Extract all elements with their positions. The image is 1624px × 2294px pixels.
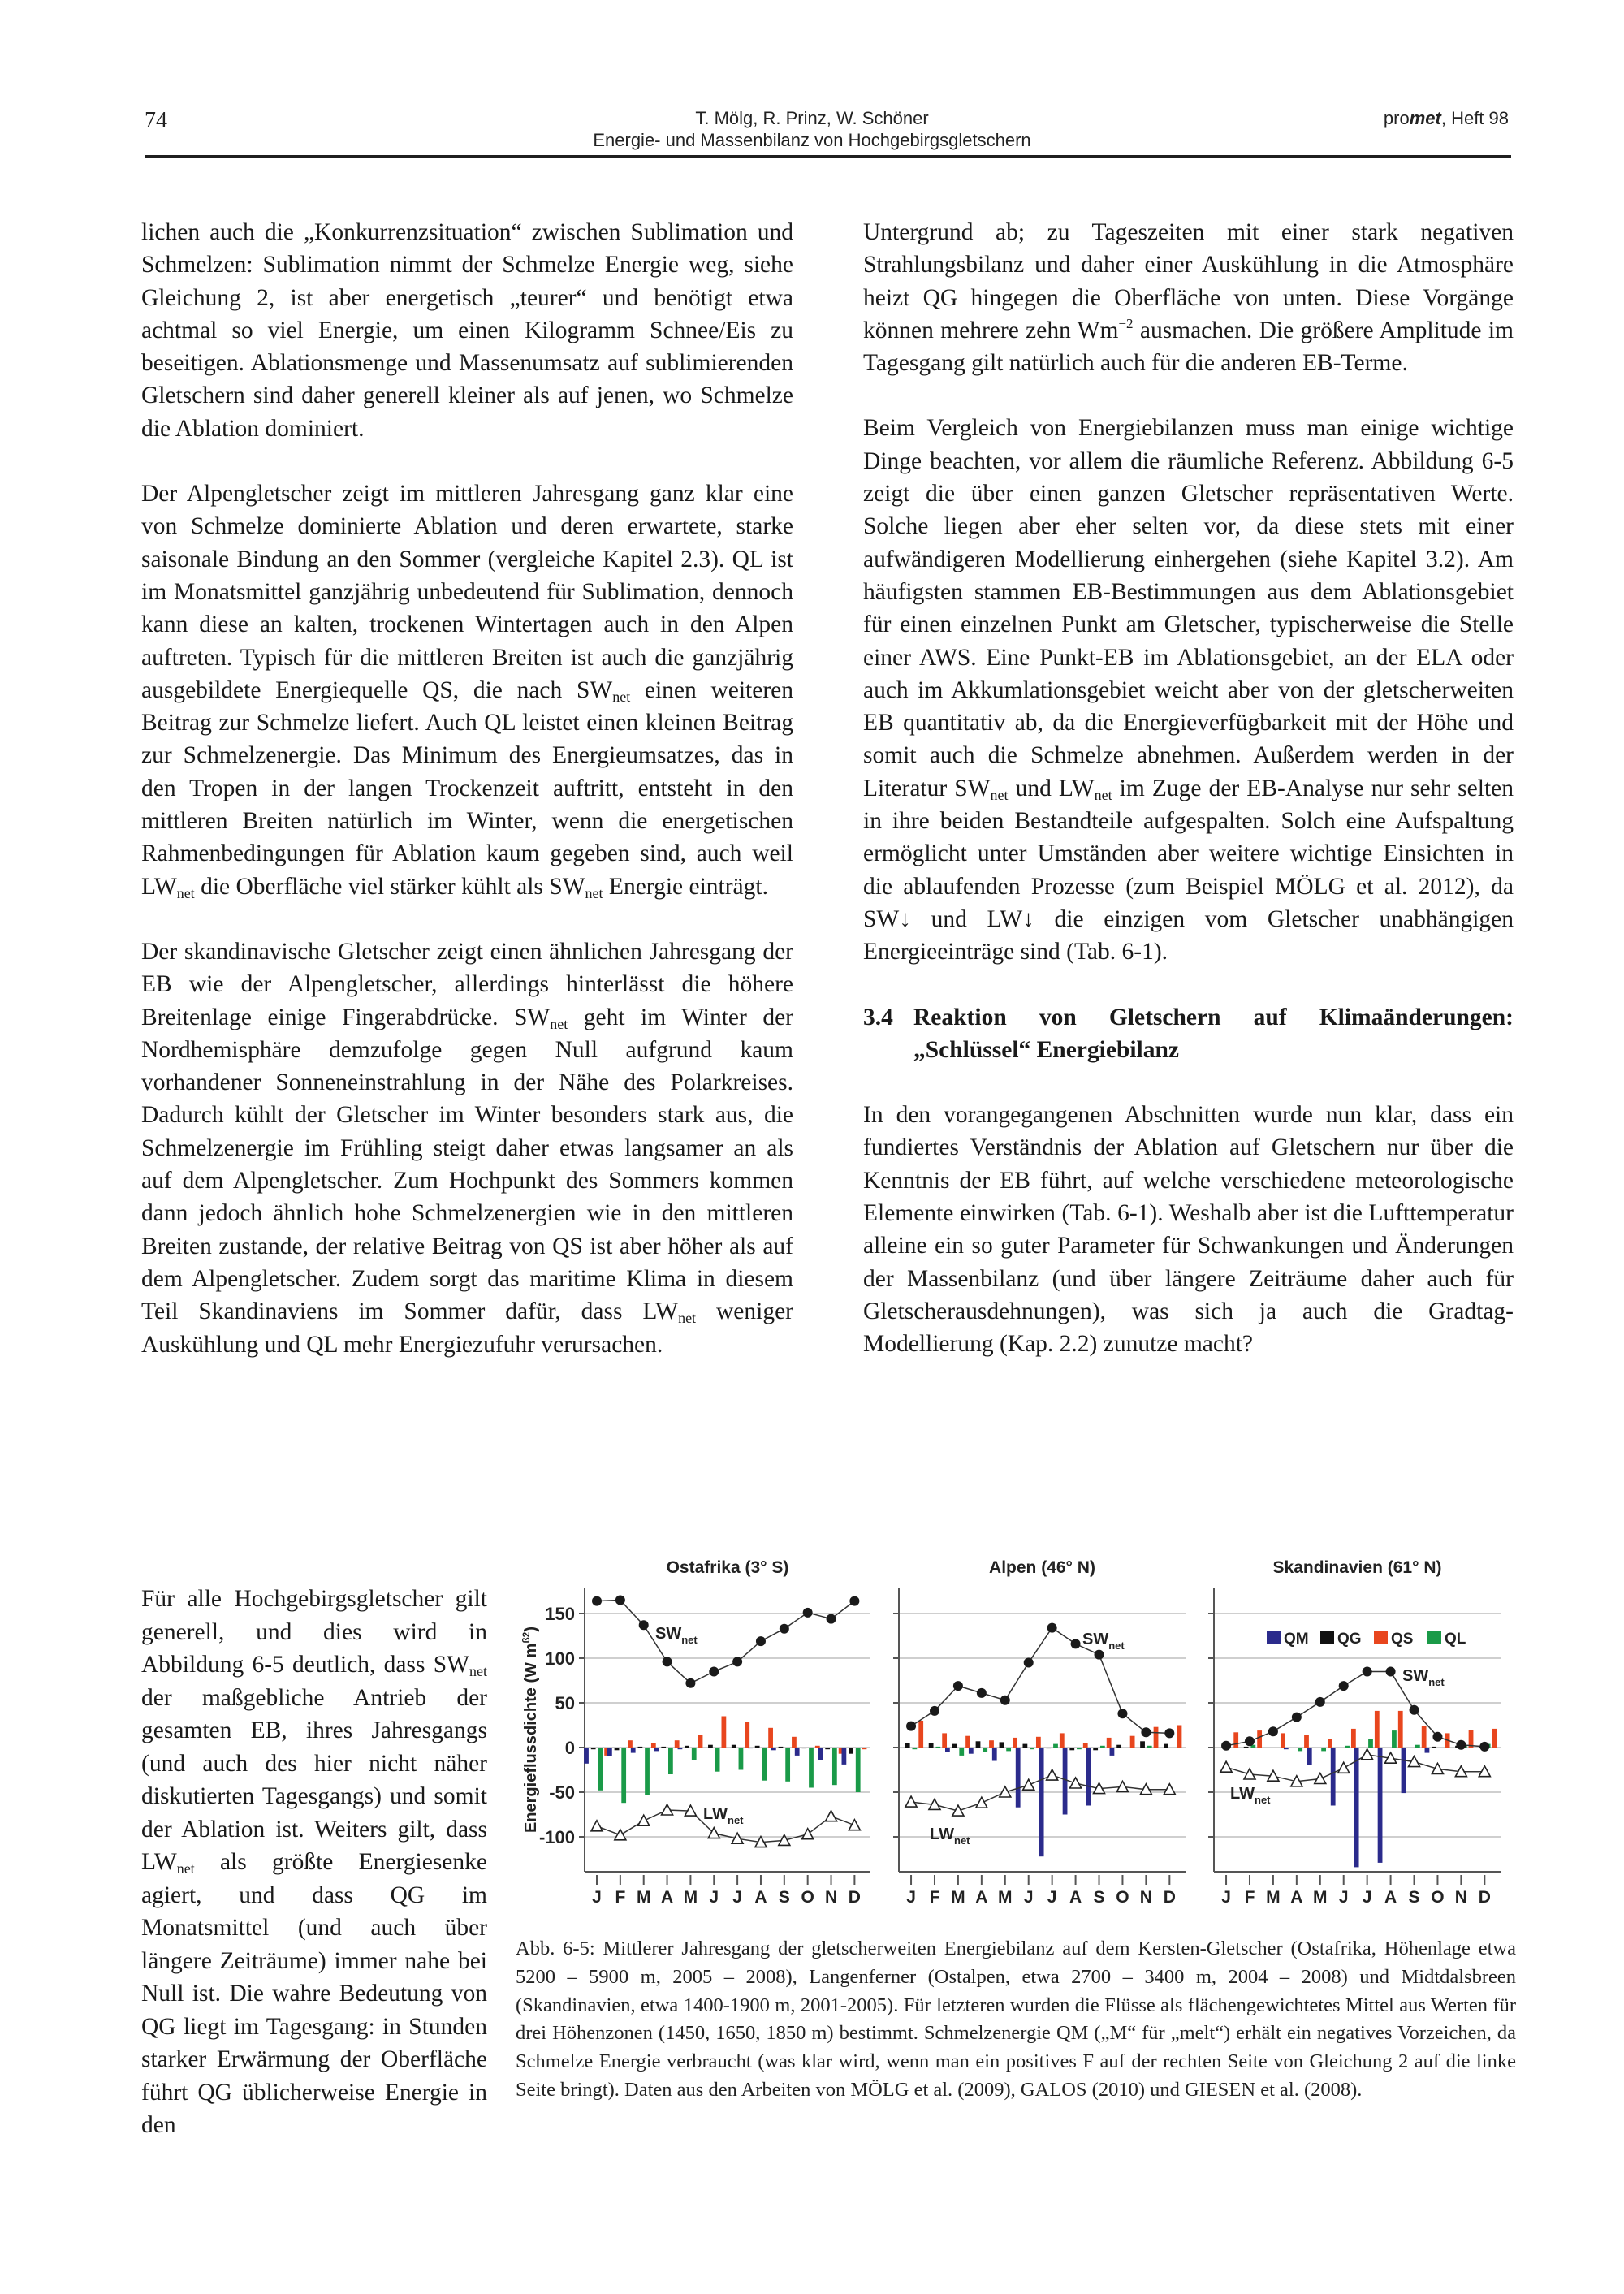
chart-title: Ostafrika (3° S) <box>666 1558 789 1577</box>
bar-qm <box>842 1748 847 1765</box>
x-tick-label: S <box>778 1888 790 1907</box>
bar-qg <box>1000 1742 1004 1748</box>
marker-circle <box>1432 1732 1442 1742</box>
bar-ql <box>1321 1748 1326 1751</box>
bar-qs <box>745 1722 749 1748</box>
x-tick-label: A <box>1384 1888 1397 1907</box>
x-tick-label: O <box>1116 1888 1129 1907</box>
x-tick-label: A <box>1290 1888 1303 1907</box>
bar-qm <box>1016 1748 1021 1808</box>
bar-qs <box>1328 1739 1332 1748</box>
bar-ql <box>1392 1730 1397 1748</box>
bar-ql <box>809 1748 814 1788</box>
marker-circle <box>977 1688 987 1698</box>
marker-circle <box>1071 1639 1081 1648</box>
marker-circle <box>803 1608 813 1618</box>
bar-qm <box>1378 1748 1383 1863</box>
bar-ql <box>1030 1748 1034 1749</box>
x-tick-label: D <box>1478 1888 1491 1907</box>
marker-circle <box>1292 1713 1302 1722</box>
x-tick-label: N <box>1139 1888 1152 1907</box>
bar-qs <box>1469 1730 1474 1748</box>
bar-qs <box>675 1740 680 1748</box>
x-tick-label: N <box>824 1888 838 1907</box>
marker-circle <box>1479 1742 1489 1752</box>
marker-triangle <box>952 1805 964 1816</box>
bar-qg <box>615 1748 620 1750</box>
marker-triangle <box>849 1820 860 1830</box>
x-tick-label: J <box>1362 1888 1372 1907</box>
bar-qg <box>952 1744 957 1748</box>
marker-circle <box>756 1636 766 1646</box>
bar-qs <box>1281 1733 1285 1748</box>
marker-triangle <box>976 1797 987 1808</box>
bar-qg <box>1022 1744 1027 1748</box>
bar-qg <box>1116 1745 1121 1748</box>
marker-circle <box>1000 1696 1010 1705</box>
x-tick-label: M <box>683 1888 698 1907</box>
legend-label: QS <box>1391 1631 1414 1648</box>
x-tick-label: J <box>1047 1888 1057 1907</box>
bar-qs <box>768 1728 773 1748</box>
marker-circle <box>1141 1727 1151 1737</box>
marker-circle <box>685 1678 695 1688</box>
x-tick-label: O <box>801 1888 814 1907</box>
bar-ql <box>1415 1745 1420 1748</box>
x-tick-label: M <box>636 1888 651 1907</box>
legend-swatch-qg <box>1320 1631 1334 1644</box>
bar-qs <box>628 1740 633 1748</box>
x-tick-label: S <box>1408 1888 1420 1907</box>
bar-qm <box>631 1748 636 1753</box>
x-tick-label: J <box>1023 1888 1034 1907</box>
marker-triangle <box>1315 1773 1326 1784</box>
bar-ql <box>1100 1746 1105 1748</box>
bar-qg <box>591 1748 596 1749</box>
y-tick-label: -100 <box>538 1827 575 1847</box>
bar-qg <box>976 1741 981 1748</box>
marker-circle <box>1268 1726 1278 1736</box>
bar-qg <box>1164 1744 1168 1748</box>
y-tick-label: 100 <box>545 1648 575 1669</box>
bar-qs <box>1107 1738 1112 1748</box>
bar-qs <box>1036 1737 1041 1748</box>
bar-ql <box>912 1748 917 1749</box>
bar-ql <box>785 1748 790 1782</box>
bar-qg <box>1093 1748 1098 1750</box>
lwnet-label: $LW_{net}$ <box>1230 1785 1271 1806</box>
bar-qm <box>1354 1748 1359 1867</box>
bar-qs <box>1492 1729 1497 1748</box>
marker-circle <box>1095 1650 1104 1660</box>
bar-qm <box>795 1748 800 1756</box>
bar-qg <box>685 1746 689 1748</box>
x-tick-label: M <box>1266 1888 1281 1907</box>
page-number: 74 <box>145 108 167 133</box>
bar-qs <box>862 1748 867 1749</box>
bar-qg <box>708 1745 713 1748</box>
bar-qs <box>1130 1736 1135 1748</box>
marker-triangle <box>1070 1778 1082 1788</box>
x-tick-label: F <box>615 1888 626 1907</box>
x-tick-label: A <box>1069 1888 1082 1907</box>
x-tick-label: N <box>1454 1888 1467 1907</box>
paragraph: Der Alpengletscher zeigt im mittleren Jahresgang ganz klar eine von Schmelze dominierte Ablation und deren erwartete, starke saisonale Bindung an den Sommer (vergleiche Kapitel 2.3). QL ist im Monatsmittel ganzjährig unbedeutend für Sublimation, dennoch kann diese an kalten, trockenen Wintertagen auch in den Alpen auftreten. Typisch für die mittleren Breiten ist auch die ganzjährig ausgebildete Energiequelle QS, die nach $SW_{net}$ einen weiteren Beitrag zur Schmelze liefert. Auch QL leistet einen kleinen Beitrag zur Schmelzenergie. Das Minimum des Energieumsatzes, das in den Tropen in der langen Trockenzeit auftritt, entsteht in den mittleren Breiten natürlich im Winter, wenn die energetischen Rahmenbedingungen für Ablation kaum gegeben sind, auch weil $LW_{net}$ die Oberfläche viel stärker kühlt als $SW_{net}$ Energie einträgt. <box>141 481 794 901</box>
running-header-authors: T. Mölg, R. Prinz, W. Schöner <box>695 108 929 128</box>
chart-title: Skandinavien (61° N) <box>1272 1558 1442 1577</box>
swnet-label: $SW_{net}$ <box>1402 1667 1445 1688</box>
y-tick-label: -50 <box>549 1782 575 1803</box>
bar-qm <box>1086 1748 1091 1806</box>
marker-circle <box>953 1681 963 1691</box>
x-tick-label: S <box>1093 1888 1105 1907</box>
lwnet-label: $LW_{net}$ <box>703 1805 744 1826</box>
bar-ql <box>983 1748 987 1752</box>
x-tick-label: M <box>1313 1888 1328 1907</box>
marker-circle <box>1117 1709 1127 1718</box>
bar-qg <box>732 1745 736 1748</box>
x-tick-label: M <box>951 1888 965 1907</box>
bar-qm <box>1307 1748 1312 1765</box>
journal-prefix: pro <box>1383 108 1410 128</box>
paragraph: lichen auch die „Konkurrenzsituation“ zwischen Sublimation und Schmelzen: Sublimation nimmt der Schmelze Energie weg, siehe Gleichung 2, ist aber energetisch „teurer“ und benötigt etwa achtmal so viel Energie, um einen Kilogramm Schnee/Eis zu beseitigen. Ablationsmenge und Massenumsatz auf sublimierenden Gletschern sind daher generell kleiner als auf jenen, wo Schmelze die Ablation dominiert. <box>141 219 793 442</box>
bar-ql <box>1053 1744 1058 1748</box>
bar-qm <box>969 1748 974 1754</box>
marker-circle <box>709 1667 719 1677</box>
bar-qg <box>1069 1748 1074 1750</box>
bar-qg <box>905 1743 910 1748</box>
bar-qm <box>771 1748 776 1750</box>
bar-qs <box>942 1733 947 1748</box>
bar-qm <box>1425 1748 1430 1753</box>
x-tick-label: J <box>1338 1888 1349 1907</box>
marker-triangle <box>1023 1779 1034 1790</box>
marker-circle <box>1315 1697 1325 1707</box>
bar-qs <box>792 1737 797 1748</box>
chart-title: Alpen (46° N) <box>989 1558 1095 1577</box>
marker-circle <box>906 1722 916 1731</box>
bar-qm <box>678 1748 683 1749</box>
bar-qs <box>698 1735 703 1748</box>
bar-qs <box>1154 1727 1159 1748</box>
x-tick-label: A <box>754 1888 767 1907</box>
x-tick-label: A <box>975 1888 988 1907</box>
bar-qs <box>1177 1726 1182 1748</box>
marker-circle <box>592 1596 602 1606</box>
bar-ql <box>856 1748 861 1792</box>
bar-qm <box>1063 1748 1068 1815</box>
marker-circle <box>827 1614 836 1624</box>
bar-ql <box>762 1748 767 1781</box>
bar-qs <box>1351 1729 1356 1748</box>
x-tick-label: J <box>906 1888 916 1907</box>
bar-qm <box>945 1748 950 1752</box>
bar-ql <box>1006 1748 1011 1751</box>
bar-qm <box>1331 1748 1336 1806</box>
marker-triangle <box>1220 1761 1232 1772</box>
legend-label: QL <box>1445 1631 1466 1648</box>
bar-qs <box>815 1746 820 1748</box>
bar-qm <box>1039 1748 1044 1856</box>
marker-triangle <box>1432 1763 1443 1773</box>
bar-ql <box>1298 1748 1302 1751</box>
bar-ql <box>621 1748 626 1803</box>
bar-qs <box>1060 1733 1065 1748</box>
figure-caption: Abb. 6-5: Mittlerer Jahresgang der gletscherweiten Energiebilanz auf dem Kersten-Gletscher (Ostafrika, Höhenlage etwa 5200 – 5900 m, 2005 – 2008), Langenferner (Ostalpen, etwa 2700 – 3400 m, 2004 – 2008) und Midtdalsbreen (Skandinavien, etwa 1400-1900 m, 2001-2005). Für letzteren wurden die Flüsse als flächengewichtetes Mittel aus Werten für drei Höhenzonen (1450, 1650, 1850 m) bestimmt. Schmelzenergie QM („M“ für „melt“) erhält ein negatives Vorzeichen, da Schmelze Energie verbraucht (was klar wird, wenn man ein positives F auf der rechten Seite von Gleichung 2 auf die linke Seite bringt). Daten aus den Arbeiten von MÖLG et al. (2009), GALOS (2010) und GIESEN et al. (2008). <box>516 1938 1516 2101</box>
marker-triangle <box>802 1829 814 1839</box>
marker-triangle <box>905 1796 917 1807</box>
marker-circle <box>1456 1740 1466 1750</box>
marker-triangle <box>638 1815 650 1825</box>
running-header-title: Energie- und Massenbilanz von Hochgebirgsgletschern <box>593 130 1031 150</box>
x-tick-label: F <box>929 1888 940 1907</box>
marker-circle <box>849 1596 859 1606</box>
marker-circle <box>1386 1667 1396 1677</box>
lwnet-label: $LW_{net}$ <box>930 1825 970 1847</box>
marker-circle <box>1024 1658 1034 1668</box>
bar-qm <box>607 1748 612 1756</box>
marker-circle <box>732 1657 742 1666</box>
paragraph: Für alle Hochgebirgsgletscher gilt generell, und dies wird in Abbildung 6-5 deutlich, dass $SW_{net}$ der maßgebliche Antrieb der gesamten EB, ihres Jahresgangs (und auch des hier nicht näher diskutierten Tagesgangs) und somit der Ablation ist. Weiters gilt, dass $LW_{net}$ als größte Energiesenke agiert, und dass QG im Monatsmittel (und auch über längere Zeiträume) immer nahe bei Null ist. Die wahre Bedeutung von QG liegt im Tagesgang: in Stunden starker Erwärmung der Oberfläche führt QG üblicherweise Energie in den <box>141 1586 487 2138</box>
marker-circle <box>663 1657 672 1666</box>
bar-qg <box>661 1747 666 1748</box>
x-tick-label: J <box>592 1888 602 1907</box>
bar-qs <box>1233 1732 1238 1748</box>
line-swnet <box>911 1628 1169 1734</box>
marker-circle <box>780 1624 789 1634</box>
marker-triangle <box>615 1830 626 1840</box>
marker-circle <box>1164 1728 1174 1738</box>
bar-qs <box>1083 1743 1088 1748</box>
bar-qs <box>1304 1735 1309 1748</box>
bar-qm <box>654 1748 659 1751</box>
bar-ql <box>739 1748 744 1770</box>
bar-qs <box>1422 1726 1427 1748</box>
paragraph: Untergrund ab; zu Tageszeiten mit einer stark negativen Strahlungsbilanz und daher einer Auskühlung in die Atmosphäre heizt QG hingegen die Oberfläche von unten. Diese Vorgänge können mehrere zehn $Wm^{-2}$ ausmachen. Die größere Amplitude im Tagesgang gilt natürlich auch für die anderen EB-Terme. <box>863 219 1514 377</box>
marker-circle <box>1363 1667 1372 1677</box>
bar-qs <box>1398 1711 1403 1748</box>
legend-label: QG <box>1337 1631 1362 1648</box>
bar-ql <box>1368 1739 1373 1748</box>
x-tick-label: O <box>1431 1888 1445 1907</box>
bar-qg <box>779 1747 784 1748</box>
bar-qg <box>1244 1747 1249 1748</box>
marker-circle <box>1047 1623 1057 1633</box>
bar-qs <box>1257 1730 1262 1748</box>
marker-circle <box>615 1596 625 1605</box>
x-tick-label: D <box>1163 1888 1176 1907</box>
bar-ql <box>935 1747 940 1748</box>
bar-qs <box>989 1740 994 1748</box>
bar-ql <box>1345 1746 1350 1748</box>
bar-qg <box>1140 1741 1145 1748</box>
x-tick-label: A <box>660 1888 674 1907</box>
bar-ql <box>715 1748 720 1772</box>
bar-ql <box>1077 1748 1082 1749</box>
marker-triangle <box>1338 1762 1350 1773</box>
swnet-label: $SW_{net}$ <box>655 1625 698 1646</box>
legend-swatch-qm <box>1267 1631 1281 1644</box>
x-tick-label: J <box>1221 1888 1231 1907</box>
marker-circle <box>1410 1705 1419 1715</box>
paragraph: Der skandinavische Gletscher zeigt einen ähnlichen Jahresgang der EB wie der Alpengletscher, allerdings hinterlässt die höhere Breitenlage einige Fingerabdrücke. $SW_{net}$ geht im Winter der Nordhemisphäre demzufolge gegen Null aufgrund kaum vorhandener Sonneneinstrahlung in der Nähe des Polarkreises. Dadurch kühlt der Gletscher im Winter besonders stark aus, die Schmelzenergie im Frühling steigt daher etwas langsamer an als auf dem Alpengletscher. Zum Hochpunkt des Sommers kommen dann jedoch ähnlich hohe Schmelzenergien wie in den mittleren Breiten zustande, der relative Beitrag von QS ist aber höher als auf dem Alpengletscher. Zudem sorgt das maritime Klima in diesem Teil Skandinaviens im Sommer dafür, dass $LW_{net}$ weniger Auskühlung und QL mehr Energiezufuhr verursachen. <box>141 938 793 1358</box>
bar-qg <box>825 1748 830 1749</box>
x-tick-label: F <box>1244 1888 1255 1907</box>
bar-qg <box>849 1748 853 1754</box>
bar-qg <box>929 1743 934 1748</box>
marker-circle <box>1245 1736 1255 1746</box>
y-tick-label: 150 <box>545 1604 575 1624</box>
marker-triangle <box>826 1811 837 1821</box>
legend-swatch-ql <box>1427 1631 1441 1644</box>
marker-triangle <box>1116 1781 1128 1791</box>
marker-triangle <box>1047 1769 1058 1780</box>
marker-triangle <box>591 1821 603 1831</box>
marker-triangle <box>1244 1769 1255 1779</box>
bar-qm <box>992 1748 997 1761</box>
swnet-label: $SW_{net}$ <box>1082 1631 1125 1652</box>
bar-qm <box>1284 1748 1289 1749</box>
legend-swatch-qs <box>1374 1631 1388 1644</box>
bar-qs <box>965 1736 970 1748</box>
y-tick-label: 0 <box>564 1738 575 1758</box>
paragraph: Beim Vergleich von Energiebilanzen muss man einige wichtige Dinge beachten, vor allem die räumliche Referenz. Abbildung 6-5 zeigt die über einen ganzen Gletscher repräsentativen Werte. Solche liegen aber eher selten vor, da diese stets mit einer aufwändigeren Modellierung einhergehen (siehe Kapitel 3.2). Am häufigsten stammen EB-Bestimmungen aus dem Ablationsgebiet für einen einzelnen Punkt am Gletscher, typischerweise die Stelle einer AWS. Eine Punkt-EB im Ablationsgebiet, an der ELA oder auch im Akkumlationsgebiet weicht aber von der gletscherweiten EB quantitativ ab, da die Energieverfügbarkeit mit der Höhe und somit auch die Schmelze abnehmen. Außerdem werden in der Literatur $SW_{net}$ und $LW_{net}$ im Zuge der EB-Analyse nur sehr selten in ihre beiden Bestandteile aufgespalten. Solch eine Aufspaltung ermöglicht unter Umständen aber weitere wichtige Einsichten in die ablaufenden Prozesse (zum Beispiel MÖLG et al. 2012), da SW↓ und LW↓ die einzigen vom Gletscher unabhängigen Energieeinträge sind (Tab. 6-1). <box>863 415 1514 966</box>
bar-ql <box>598 1748 603 1791</box>
x-tick-label: M <box>998 1888 1013 1907</box>
marker-triangle <box>1362 1749 1373 1760</box>
bar-qg <box>1432 1747 1436 1748</box>
x-tick-label: D <box>848 1888 861 1907</box>
marker-circle <box>930 1706 939 1716</box>
bar-qm <box>1110 1748 1115 1756</box>
marker-circle <box>639 1620 649 1630</box>
bar-qs <box>651 1743 656 1748</box>
marker-circle <box>1339 1681 1349 1691</box>
bar-ql <box>832 1748 837 1785</box>
legend-label: QM <box>1284 1631 1309 1648</box>
bar-ql <box>692 1748 697 1760</box>
bar-ql <box>1147 1746 1152 1748</box>
bar-qg <box>637 1747 642 1748</box>
y-tick-label: 50 <box>555 1693 575 1713</box>
bar-ql <box>959 1748 964 1756</box>
paragraph: In den vorangegangenen Abschnitten wurde nun klar, dass ein fundiertes Verständnis der Ablation auf Gletschern nur über die Kenntnis der EB führt, auf welche verschiedene meteorologische Elemente einwirken (Tab. 6-1). Weshalb aber ist die Lufttemperatur alleine ein so guter Parameter für Schwankungen und Änderungen der Massenbilanz (und über längere Zeiträume daher auch für Gletscherausdehnungen), was sich ja auch die Gradtag-Modellierung (Kap. 2.2) zunutze macht? <box>863 1102 1514 1358</box>
journal-issue: , Heft 98 <box>1440 108 1509 128</box>
line-swnet <box>597 1601 854 1683</box>
x-tick-label: J <box>709 1888 719 1907</box>
bar-qs <box>918 1721 923 1748</box>
marker-circle <box>1221 1741 1231 1751</box>
bar-qm <box>584 1748 589 1764</box>
bar-qm <box>818 1748 823 1760</box>
bar-ql <box>668 1748 673 1774</box>
bar-qs <box>721 1717 726 1748</box>
bar-qm <box>1402 1748 1406 1793</box>
journal-bold: met <box>1409 108 1441 128</box>
bar-qs <box>1013 1738 1017 1748</box>
section-heading: 3.4 Reaktion von Gletschern auf Klimaänderungen: „Schlüssel“ Energiebilanz <box>863 1004 1514 1063</box>
x-tick-label: J <box>732 1888 742 1907</box>
bar-qg <box>755 1746 760 1748</box>
y-axis-label: Energieflussdichte (W $m^{ß2}$) <box>520 1626 540 1834</box>
bar-ql <box>645 1748 650 1795</box>
bar-qs <box>1375 1711 1380 1748</box>
